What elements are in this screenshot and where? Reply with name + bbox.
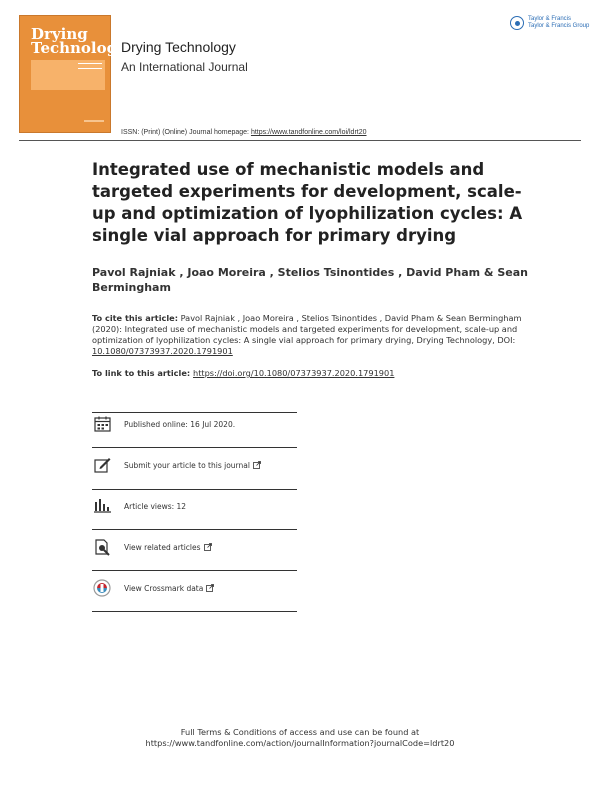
article-title: Integrated use of mechanistic models and targeted experiments for development, scale-up and optimization of lyophilization cycles: A single vial approach for primary drying bbox=[92, 160, 523, 245]
article-link-label: To link to this article: bbox=[92, 368, 193, 378]
header-divider bbox=[19, 140, 581, 141]
crossmark-text[interactable]: View Crossmark data bbox=[124, 583, 204, 593]
crossmark-icon bbox=[92, 579, 112, 597]
footer-terms-text: Full Terms & Conditions of access and use can be found at bbox=[180, 727, 420, 737]
external-link-icon bbox=[204, 543, 212, 551]
journal-cover bbox=[19, 15, 126, 133]
cover-title-line2: Technology bbox=[31, 39, 126, 57]
article-link-line bbox=[92, 368, 394, 378]
article-doi-url[interactable]: https://doi.org/10.1080/07373937.2020.1791901 bbox=[193, 368, 395, 378]
bar-chart-icon bbox=[92, 497, 112, 515]
info-divider bbox=[92, 611, 297, 612]
info-divider bbox=[92, 412, 297, 413]
related-articles-item[interactable] bbox=[92, 538, 297, 556]
publisher-logo[interactable] bbox=[510, 16, 589, 30]
citation bbox=[92, 313, 522, 357]
cover-title-line1: Drying bbox=[31, 25, 88, 43]
crossmark-item[interactable] bbox=[92, 579, 297, 597]
document-search-icon bbox=[92, 538, 112, 556]
info-divider bbox=[92, 489, 297, 490]
publisher-logo-icon bbox=[510, 16, 524, 30]
published-online-text: Published online: 16 Jul 2020. bbox=[124, 419, 236, 429]
cover-title bbox=[31, 27, 126, 55]
external-link-icon bbox=[253, 461, 261, 469]
related-articles-text[interactable]: View related articles bbox=[124, 542, 201, 552]
article-views-text: Article views: 12 bbox=[124, 501, 187, 511]
submit-article-text[interactable]: Submit your article to this journal bbox=[124, 460, 250, 470]
submit-article-item[interactable] bbox=[92, 456, 297, 474]
article-authors[interactable]: Pavol Rajniak , Joao Moreira , Stelios Tsinontides , David Pham & Sean Bermingham bbox=[92, 266, 528, 294]
info-divider bbox=[92, 570, 297, 571]
article-views-item bbox=[92, 497, 297, 515]
info-divider bbox=[92, 447, 297, 448]
journal-subtitle: An International Journal bbox=[121, 60, 248, 74]
citation-label: To cite this article: bbox=[92, 313, 178, 323]
issn-line: ISSN: (Print) (Online) Journal homepage: https://www.tandfonline.com/loi/ldrt20 bbox=[121, 129, 367, 136]
journal-title[interactable]: Drying Technology bbox=[121, 39, 236, 55]
footer-terms-link[interactable]: https://www.tandfonline.com/action/journalInformation?journalCode=ldrt20 bbox=[145, 738, 455, 748]
cover-band bbox=[31, 60, 105, 90]
publisher-group: Taylor & Francis Group bbox=[528, 23, 590, 29]
footer bbox=[0, 727, 600, 749]
published-online-item bbox=[92, 415, 297, 433]
citation-text: Pavol Rajniak , Joao Moreira , Stelios Tsinontides , David Pham & Sean Bermingham (2020): Integrated use of mechanistic models and targeted experiments for development, scale-up and optimization of lyophilization cycles: A single vial approach for primary drying, Drying Technology, DOI: bbox=[92, 313, 522, 345]
doi-link[interactable]: 10.1080/07373937.2020.1791901 bbox=[92, 346, 233, 356]
edit-icon bbox=[92, 456, 112, 474]
journal-homepage-link[interactable]: https://www.tandfonline.com/loi/ldrt20 bbox=[250, 129, 367, 136]
external-link-icon bbox=[206, 584, 214, 592]
publisher-name: Taylor & Francis bbox=[528, 16, 572, 22]
info-divider bbox=[92, 529, 297, 530]
calendar-icon bbox=[92, 415, 112, 433]
